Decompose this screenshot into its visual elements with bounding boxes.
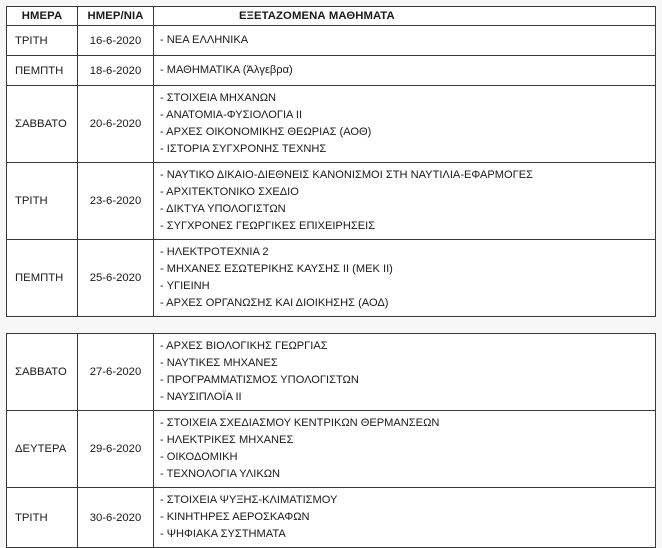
cell-day: ΠΕΜΠΤΗ — [7, 240, 78, 317]
column-header-date: ΗΜΕΡ/ΝΙΑ — [78, 7, 154, 26]
schedule-tables-container — [0, 6, 662, 548]
cell-day: ΔΕΥΤΕΡΑ — [7, 411, 78, 488]
table-header-row — [7, 7, 656, 26]
subject-line: - ΑΡΧΕΣ ΟΡΓΑΝΩΣΗΣ ΚΑΙ ΔΙΟΙΚΗΣΗΣ (ΑΟΔ) — [160, 297, 389, 309]
cell-date: 30-6-2020 — [78, 488, 154, 548]
schedule-table-2 — [6, 333, 656, 548]
cell-day: ΤΡΙΤΗ — [7, 488, 78, 548]
cell-day: ΣΑΒΒΑΤΟ — [7, 334, 78, 411]
subject-line: - ΔΙΚΤΥΑ ΥΠΟΛΟΓΙΣΤΩΝ — [160, 203, 286, 215]
subject-line: - ΗΛΕΚΤΡΙΚΕΣ ΜΗΧΑΝΕΣ — [160, 434, 294, 446]
subject-line: - ΑΝΑΤΟΜΙΑ-ΦΥΣΙΟΛΟΓΙΑ ΙΙ — [160, 109, 303, 121]
subject-line: - ΗΛΕΚΤΡΟΤΕΧΝΙΑ 2 — [160, 246, 269, 258]
exam-schedule-page — [0, 6, 662, 540]
cell-subjects — [154, 411, 656, 488]
table-row — [7, 488, 656, 548]
subject-line: - ΑΡΧΙΤΕΚΤΟΝΙΚΟ ΣΧΕΔΙΟ — [160, 186, 299, 198]
table-row — [7, 56, 656, 86]
table-row — [7, 240, 656, 317]
table-row — [7, 26, 656, 56]
cell-subjects — [154, 86, 656, 163]
cell-day: ΤΡΙΤΗ — [7, 26, 78, 56]
cell-date: 29-6-2020 — [78, 411, 154, 488]
cell-date: 20-6-2020 — [78, 86, 154, 163]
cell-subjects — [154, 334, 656, 411]
cell-day: ΠΕΜΠΤΗ — [7, 56, 78, 86]
subject-line: - ΙΣΤΟΡΙΑ ΣΥΓΧΡΟΝΗΣ ΤΕΧΝΗΣ — [160, 143, 327, 155]
subject-line: - ΑΡΧΕΣ ΒΙΟΛΟΓΙΚΗΣ ΓΕΩΡΓΙΑΣ — [160, 340, 328, 352]
cell-subjects — [154, 488, 656, 548]
subject-line: - ΜΑΘΗΜΑΤΙΚΑ (Άλγεβρα) — [160, 64, 293, 76]
cell-subjects — [154, 240, 656, 317]
cell-subjects — [154, 163, 656, 240]
subject-line: - ΥΓΙΕΙΝΗ — [160, 280, 210, 292]
subject-line: - ΝΑΥΣΙΠΛΟΪΑ ΙΙ — [160, 391, 242, 403]
column-header-day: ΗΜΕΡΑ — [7, 7, 78, 26]
subject-line: - ΟΙΚΟΔΟΜΙΚΗ — [160, 451, 238, 463]
cell-subjects — [154, 26, 656, 56]
table-row — [7, 86, 656, 163]
subject-line: - ΚΙΝΗΤΗΡΕΣ ΑΕΡΟΣΚΑΦΩΝ — [160, 511, 310, 523]
cell-date: 27-6-2020 — [78, 334, 154, 411]
subject-line: - ΨΗΦΙΑΚΑ ΣΥΣΤΗΜΑΤΑ — [160, 528, 286, 540]
table-row — [7, 163, 656, 240]
cell-date: 25-6-2020 — [78, 240, 154, 317]
schedule-table-1 — [6, 6, 656, 317]
subject-line: - ΣΥΓΧΡΟΝΕΣ ΓΕΩΡΓΙΚΕΣ ΕΠΙΧΕΙΡΗΣΕΙΣ — [160, 220, 376, 232]
subject-line: - ΣΤΟΙΧΕΙΑ ΨΥΞΗΣ-ΚΛΙΜΑΤΙΣΜΟΥ — [160, 494, 338, 506]
subject-line: - ΑΡΧΕΣ ΟΙΚΟΝΟΜΙΚΗΣ ΘΕΩΡΙΑΣ (ΑΟΘ) — [160, 126, 372, 138]
subject-line: - ΤΕΧΝΟΛΟΓΙΑ ΥΛΙΚΩΝ — [160, 468, 281, 480]
cell-date: 16-6-2020 — [78, 26, 154, 56]
subject-line: - ΣΤΟΙΧΕΙΑ ΣΧΕΔΙΑΣΜΟΥ ΚΕΝΤΡΙΚΩΝ ΘΕΡΜΑΝΣΕΩΝ — [160, 417, 440, 429]
subject-line: - ΝΑΥΤΙΚΟ ΔΙΚΑΙΟ-ΔΙΕΘΝΕΙΣ ΚΑΝΟΝΙΣΜΟΙ ΣΤΗ ΝΑΥΤΙΛΙΑ-ΕΦΑΡΜΟΓΕΣ — [160, 169, 533, 181]
subject-line: - ΠΡΟΓΡΑΜΜΑΤΙΣΜΟΣ ΥΠΟΛΟΓΙΣΤΩΝ — [160, 374, 359, 386]
column-header-subjects: ΕΞΕΤΑΖΟΜΕΝΑ ΜΑΘΗΜΑΤΑ — [154, 7, 656, 26]
subject-line: - ΝΕΑ ΕΛΛΗΝΙΚΑ — [160, 34, 249, 46]
cell-date: 23-6-2020 — [78, 163, 154, 240]
cell-day: ΤΡΙΤΗ — [7, 163, 78, 240]
table-row — [7, 334, 656, 411]
subject-line: - ΣΤΟΙΧΕΙΑ ΜΗΧΑΝΩΝ — [160, 92, 277, 104]
cell-subjects — [154, 56, 656, 86]
subject-line: - ΜΗΧΑΝΕΣ ΕΣΩΤΕΡΙΚΗΣ ΚΑΥΣΗΣ ΙΙ (ΜΕΚ ΙΙ) — [160, 263, 393, 275]
subject-line: - ΝΑΥΤΙΚΕΣ ΜΗΧΑΝΕΣ — [160, 357, 278, 369]
cell-date: 18-6-2020 — [78, 56, 154, 86]
table-row — [7, 411, 656, 488]
cell-day: ΣΑΒΒΑΤΟ — [7, 86, 78, 163]
